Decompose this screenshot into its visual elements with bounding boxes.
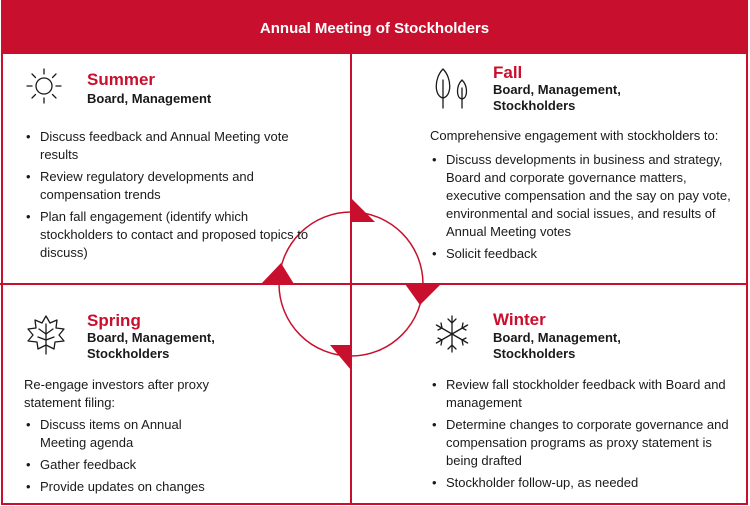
- season-title-spring: Spring: [87, 311, 141, 330]
- cycle-arrow-left: [261, 263, 294, 284]
- banner-title: Annual Meeting of Stockholders: [3, 2, 746, 54]
- bullet-list-fall: [430, 151, 742, 267]
- list-item: • Discuss items on Annual Meeting agenda: [24, 416, 220, 452]
- list-item: • Discuss developments in business and strategy, Board and corporate governance matters, executive compensation and the say on pay vote, environmental and social issues, and results of Annual Meeting votes: [430, 151, 742, 241]
- list-item: • Plan fall engagement (identify which stockholders to contact and proposed topics to discuss): [24, 208, 324, 262]
- season-title-fall: Fall: [493, 63, 523, 82]
- list-item: • Solicit feedback: [430, 245, 742, 263]
- cycle-arrow-bottom: [330, 345, 351, 370]
- intro-fall: Comprehensive engagement with stockholders to:: [430, 128, 719, 143]
- list-item: • Provide updates on changes: [24, 478, 324, 496]
- sun-icon: [26, 68, 62, 104]
- leaf-icon: [24, 312, 68, 356]
- list-item: • Stockholder follow-up, as needed: [430, 474, 742, 492]
- participants-summer: Board, Management: [87, 91, 212, 106]
- season-title-winter: Winter: [493, 310, 546, 329]
- trees-icon: [430, 66, 474, 110]
- bullet-list-spring: [24, 416, 324, 500]
- bullet-list-summer: [24, 128, 324, 266]
- list-item: • Gather feedback: [24, 456, 324, 474]
- intro-spring: Re-engage investors after proxy statement filing:: [24, 377, 209, 410]
- cycle-arrow-right: [405, 284, 441, 305]
- list-item: • Review regulatory developments and compensation trends: [24, 168, 324, 204]
- list-item: • Discuss feedback and Annual Meeting vote results: [24, 128, 324, 164]
- participants-winter: Board, Management, Stockholders: [493, 330, 621, 361]
- snowflake-icon: [432, 314, 472, 354]
- participants-fall: Board, Management, Stockholders: [493, 82, 621, 113]
- cycle-arrow-top: [351, 198, 375, 222]
- bullet-list-winter: [430, 376, 742, 496]
- list-item: • Review fall stockholder feedback with Board and management: [430, 376, 742, 412]
- season-title-summer: Summer: [87, 70, 156, 89]
- list-item: • Determine changes to corporate governance and compensation programs as proxy statement is being drafted: [430, 416, 742, 470]
- participants-spring: Board, Management, Stockholders: [87, 330, 215, 361]
